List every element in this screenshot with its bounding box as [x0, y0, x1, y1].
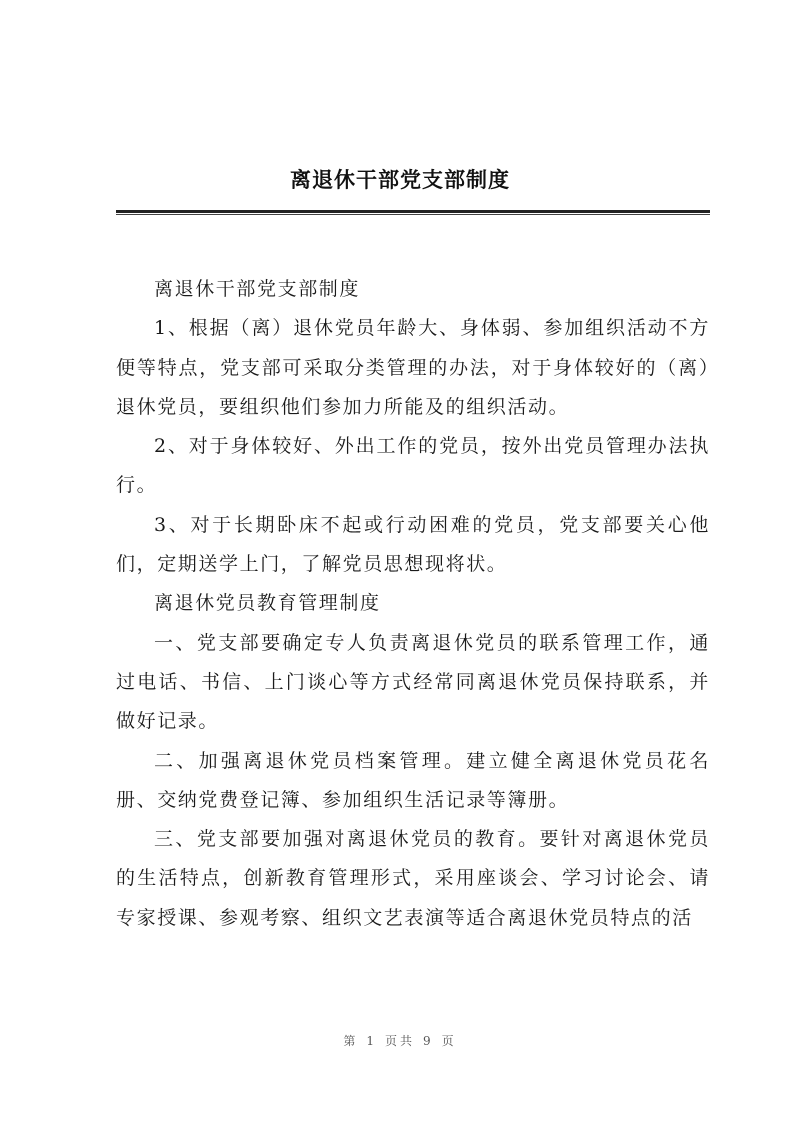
footer-prefix: 第	[343, 1034, 359, 1048]
paragraph: 三、党支部要加强对离退休党员的教育。要针对离退休党员的生活特点，创新教育管理形式，采用座谈会、学习讨论会、请专家授课、参观考察、组织文艺表演等适合离退休党员特点的活	[116, 828, 710, 929]
paragraph: 3、对于长期卧床不起或行动困难的党员，党支部要关心他们，定期送学上门，了解党员思想现将状。	[116, 513, 710, 576]
title-rule-thick	[116, 210, 710, 213]
footer-suffix: 页	[441, 1034, 457, 1048]
title-rule-thin	[116, 214, 710, 215]
page-footer	[0, 1032, 800, 1049]
footer-middle: 页共	[384, 1034, 415, 1048]
paragraph: 离退休党员教育管理制度	[154, 592, 381, 615]
paragraph: 2、对于身体较好、外出工作的党员，按外出党员管理办法执行。	[116, 435, 710, 497]
paragraph: 离退休干部党支部制度	[154, 278, 361, 300]
paragraph: 二、加强离退休党员档案管理。建立健全离退休党员花名册、交纳党费登记簿、参加组织生活记录等簿册。	[116, 749, 710, 811]
footer-page-number: 1	[366, 1034, 377, 1048]
document-body	[116, 270, 710, 938]
paragraph: 一、党支部要确定专人负责离退休党员的联系管理工作，通过电话、书信、上门谈心等方式经常同离退休党员保持联系，并做好记录。	[116, 631, 710, 733]
paragraph: 1、根据（离）退休党员年龄大、身体弱、参加组织活动不方便等特点，党支部可采取分类管理的办法，对于身体较好的（离）退休党员，要组织他们参加力所能及的组织活动。	[116, 317, 710, 418]
document-title: 离退休干部党支部制度	[290, 168, 510, 192]
footer-total-pages: 9	[423, 1034, 434, 1048]
